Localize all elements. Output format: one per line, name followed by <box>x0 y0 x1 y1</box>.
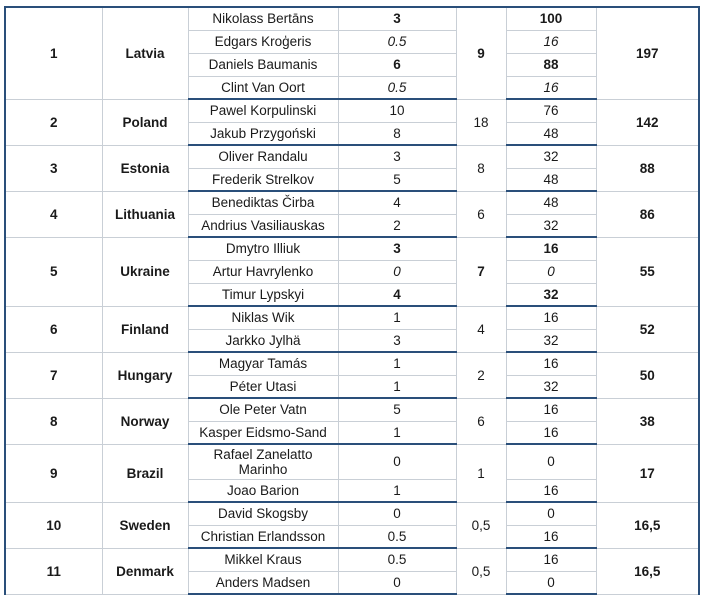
rider-score: 16 <box>506 352 596 375</box>
rider-score: 48 <box>506 122 596 145</box>
rider-name: Niklas Wik <box>188 306 338 329</box>
rider-points: 4 <box>338 191 456 214</box>
rider-points: 1 <box>338 479 456 502</box>
team-country: Poland <box>102 99 188 145</box>
rider-points: 5 <box>338 398 456 421</box>
rider-score: 48 <box>506 191 596 214</box>
rider-points: 4 <box>338 283 456 306</box>
rider-name: Jakub Przygoński <box>188 122 338 145</box>
rider-score: 48 <box>506 168 596 191</box>
rider-score: 0 <box>506 444 596 479</box>
team-total: 88 <box>596 145 699 191</box>
team-total: 16,5 <box>596 502 699 548</box>
rider-name: Rafael Zanelatto Marinho <box>188 444 338 479</box>
team-country: Norway <box>102 398 188 444</box>
team-points: 6 <box>456 398 506 444</box>
rider-score: 16 <box>506 525 596 548</box>
rider-name: Pawel Korpulinski <box>188 99 338 122</box>
team-position: 10 <box>5 502 102 548</box>
team-total: 142 <box>596 99 699 145</box>
team-row <box>5 99 699 122</box>
team-position: 8 <box>5 398 102 444</box>
team-country: Brazil <box>102 444 188 502</box>
rider-points: 1 <box>338 375 456 398</box>
team-points: 0,5 <box>456 548 506 594</box>
team-total: 16,5 <box>596 548 699 594</box>
rider-points: 10 <box>338 99 456 122</box>
rider-score: 16 <box>506 76 596 99</box>
rider-name: Oliver Randalu <box>188 145 338 168</box>
rider-name: Clint Van Oort <box>188 76 338 99</box>
team-row <box>5 7 699 30</box>
rider-points: 1 <box>338 421 456 444</box>
rider-points: 0 <box>338 260 456 283</box>
team-position: 1 <box>5 7 102 99</box>
rider-name: Nikolass Bertāns <box>188 7 338 30</box>
rider-score: 0 <box>506 502 596 525</box>
team-position: 4 <box>5 191 102 237</box>
team-points: 6 <box>456 191 506 237</box>
rider-points: 1 <box>338 306 456 329</box>
rider-score: 16 <box>506 306 596 329</box>
rider-score: 32 <box>506 329 596 352</box>
rider-score: 16 <box>506 237 596 260</box>
team-row <box>5 145 699 168</box>
rider-points: 0.5 <box>338 30 456 53</box>
rider-points: 3 <box>338 7 456 30</box>
team-total: 38 <box>596 398 699 444</box>
rider-score: 0 <box>506 260 596 283</box>
rider-name: Mikkel Kraus <box>188 548 338 571</box>
team-points: 0,5 <box>456 502 506 548</box>
team-country: Hungary <box>102 352 188 398</box>
team-total: 86 <box>596 191 699 237</box>
results-table <box>4 6 700 595</box>
rider-points: 0 <box>338 502 456 525</box>
rider-score: 16 <box>506 30 596 53</box>
team-points: 4 <box>456 306 506 352</box>
rider-points: 0.5 <box>338 525 456 548</box>
team-points: 18 <box>456 99 506 145</box>
rider-name: Edgars Kroģeris <box>188 30 338 53</box>
team-position: 9 <box>5 444 102 502</box>
rider-score: 16 <box>506 479 596 502</box>
rider-name: Dmytro Illiuk <box>188 237 338 260</box>
rider-score: 32 <box>506 214 596 237</box>
team-country: Finland <box>102 306 188 352</box>
rider-name: Jarkko Jylhä <box>188 329 338 352</box>
team-position: 6 <box>5 306 102 352</box>
team-row <box>5 237 699 260</box>
rider-name: Benediktas Čirba <box>188 191 338 214</box>
team-total: 55 <box>596 237 699 306</box>
rider-name: Joao Barion <box>188 479 338 502</box>
rider-points: 0 <box>338 571 456 594</box>
team-position: 7 <box>5 352 102 398</box>
team-points: 2 <box>456 352 506 398</box>
team-position: 3 <box>5 145 102 191</box>
rider-points: 6 <box>338 53 456 76</box>
team-row <box>5 398 699 421</box>
rider-name: Anders Madsen <box>188 571 338 594</box>
results-table-container <box>4 6 700 595</box>
rider-points: 0.5 <box>338 76 456 99</box>
team-row <box>5 444 699 479</box>
rider-score: 76 <box>506 99 596 122</box>
team-row <box>5 352 699 375</box>
rider-name: Ole Peter Vatn <box>188 398 338 421</box>
rider-points: 3 <box>338 145 456 168</box>
team-position: 5 <box>5 237 102 306</box>
team-position: 2 <box>5 99 102 145</box>
rider-points: 1 <box>338 352 456 375</box>
rider-points: 8 <box>338 122 456 145</box>
rider-name: Andrius Vasiliauskas <box>188 214 338 237</box>
team-row <box>5 548 699 571</box>
rider-name: Péter Utasi <box>188 375 338 398</box>
rider-name: Frederik Strelkov <box>188 168 338 191</box>
rider-name: Christian Erlandsson <box>188 525 338 548</box>
team-points: 1 <box>456 444 506 502</box>
rider-score: 100 <box>506 7 596 30</box>
rider-points: 5 <box>338 168 456 191</box>
rider-name: Timur Lypskyi <box>188 283 338 306</box>
rider-score: 16 <box>506 398 596 421</box>
rider-name: Artur Havrylenko <box>188 260 338 283</box>
team-total: 17 <box>596 444 699 502</box>
rider-points: 3 <box>338 329 456 352</box>
rider-name: David Skogsby <box>188 502 338 525</box>
rider-score: 32 <box>506 283 596 306</box>
rider-score: 0 <box>506 571 596 594</box>
rider-points: 3 <box>338 237 456 260</box>
team-country: Sweden <box>102 502 188 548</box>
team-points: 8 <box>456 145 506 191</box>
team-country: Lithuania <box>102 191 188 237</box>
rider-points: 0 <box>338 444 456 479</box>
rider-name: Kasper Eidsmo-Sand <box>188 421 338 444</box>
rider-name: Magyar Tamás <box>188 352 338 375</box>
team-country: Latvia <box>102 7 188 99</box>
rider-score: 16 <box>506 548 596 571</box>
team-position: 11 <box>5 548 102 594</box>
team-total: 197 <box>596 7 699 99</box>
team-points: 7 <box>456 237 506 306</box>
team-country: Estonia <box>102 145 188 191</box>
team-country: Denmark <box>102 548 188 594</box>
team-country: Ukraine <box>102 237 188 306</box>
team-points: 9 <box>456 7 506 99</box>
rider-score: 16 <box>506 421 596 444</box>
team-total: 50 <box>596 352 699 398</box>
rider-points: 0.5 <box>338 548 456 571</box>
rider-score: 32 <box>506 375 596 398</box>
rider-points: 2 <box>338 214 456 237</box>
rider-score: 88 <box>506 53 596 76</box>
rider-score: 32 <box>506 145 596 168</box>
team-row <box>5 191 699 214</box>
rider-name: Daniels Baumanis <box>188 53 338 76</box>
team-total: 52 <box>596 306 699 352</box>
team-row <box>5 502 699 525</box>
results-table-body <box>5 7 699 594</box>
team-row <box>5 306 699 329</box>
